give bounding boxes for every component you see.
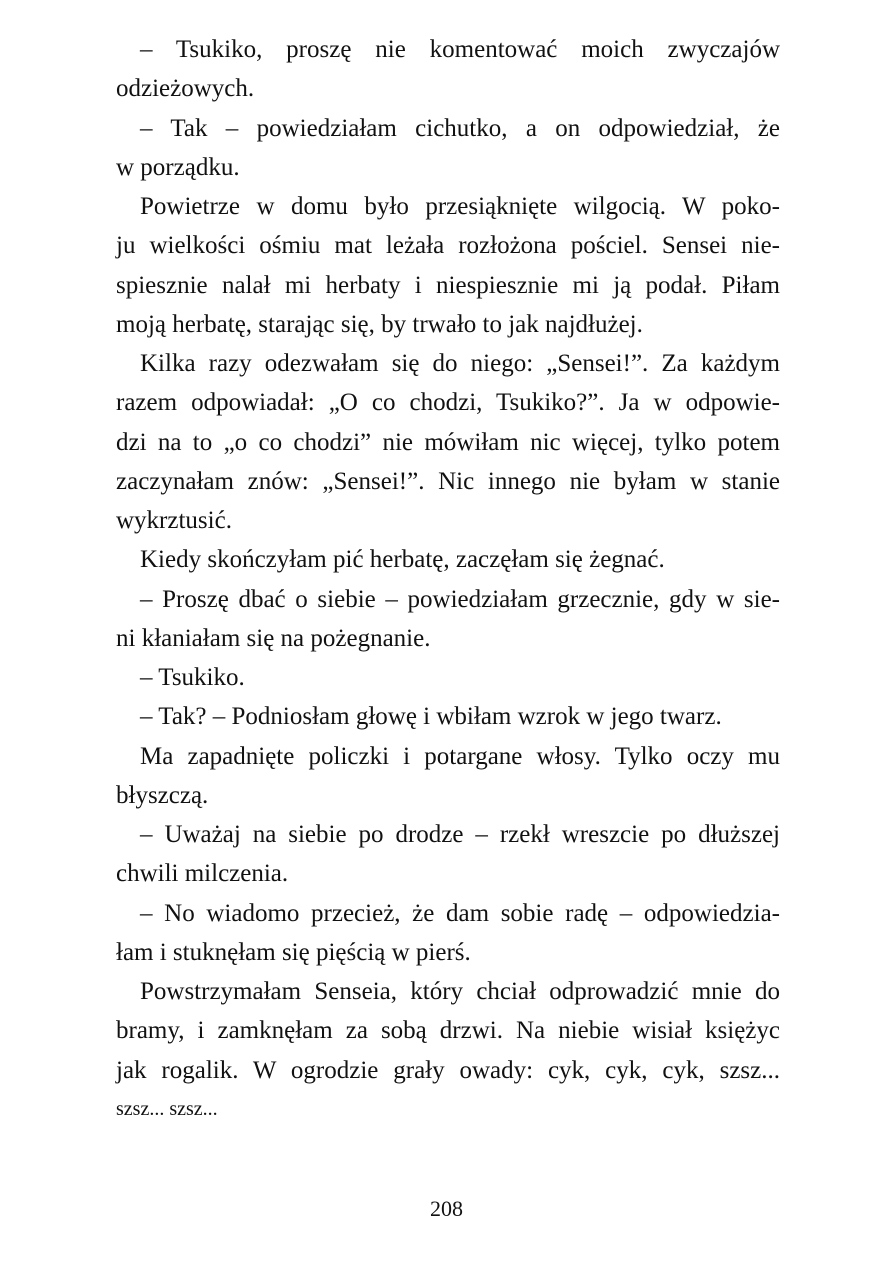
text-line: – Uważaj na siebie po drodze – rzekł wreszcie po dłuższej (140, 821, 780, 848)
text-line: błyszczą. (116, 781, 209, 809)
text-line: – Tsukiko, proszę nie komentować moich zwyczajów (140, 36, 780, 63)
text-line: ni kłaniałam się na pożegnanie. (116, 624, 431, 652)
text-line: – No wiadomo przecież, że dam sobie radę – odpowiedzia- (140, 899, 780, 927)
text-line: Kiedy skończyłam pić herbatę, zaczęłam się żegnać. (140, 546, 665, 574)
text-line: moją herbatę, starając się, by trwało to jak najdłużej. (116, 310, 643, 338)
text-line: zaczynałam znów: „Sensei!”. Nic innego nie byłam w stanie (116, 467, 780, 495)
page-text (116, 30, 780, 1129)
text-line: Powietrze w domu było przesiąknięte wilgocią. W poko- (140, 193, 780, 220)
text-line: Kilka razy odezwałam się do niego: „Sensei!”. Za każdym (140, 350, 780, 377)
text-line: chwili milczenia. (116, 860, 289, 888)
text-line: Powstrzymałam Senseia, który chciał odprowadzić mnie do (140, 978, 780, 1005)
text-line: jak rogalik. W ogrodzie grały owady: cyk, cyk, cyk, szsz... (116, 1056, 780, 1084)
text-line: – Tsukiko. (140, 664, 245, 691)
text-line: w porządku. (116, 153, 240, 181)
page-number: 208 (430, 1196, 463, 1221)
text-line: – Tak – powiedziałam cichutko, a on odpowiedział, że (140, 114, 780, 142)
text-line: razem odpowiadał: „O co chodzi, Tsukiko?”. Ja w odpowie- (116, 389, 780, 417)
text-line: łam i stuknęłam się pięścią w pierś. (116, 938, 471, 966)
text-line: szsz... szsz... (116, 1097, 218, 1120)
text-line: – Proszę dbać o siebie – powiedziałam grzecznie, gdy w sie- (140, 585, 780, 613)
text-line: spiesznie nalał mi herbaty i niespiesznie mi ją podał. Piłam (116, 271, 780, 299)
text-line: wykrztusić. (116, 507, 232, 534)
text-line: bramy, i zamknęłam za sobą drzwi. Na niebie wisiał księżyc (116, 1017, 780, 1045)
text-line: Ma zapadnięte policzki i potargane włosy. Tylko oczy mu (140, 742, 780, 770)
text-line: – Tak? – Podniosłam głowę i wbiłam wzrok w jego twarz. (140, 703, 722, 731)
text-line: ju wielkości ośmiu mat leżała rozłożona pościel. Sensei nie- (116, 232, 780, 260)
text-line: odzieżowych. (116, 75, 255, 103)
text-line: dzi na to „o co chodzi” nie mówiłam nic więcej, tylko potem (116, 428, 780, 456)
